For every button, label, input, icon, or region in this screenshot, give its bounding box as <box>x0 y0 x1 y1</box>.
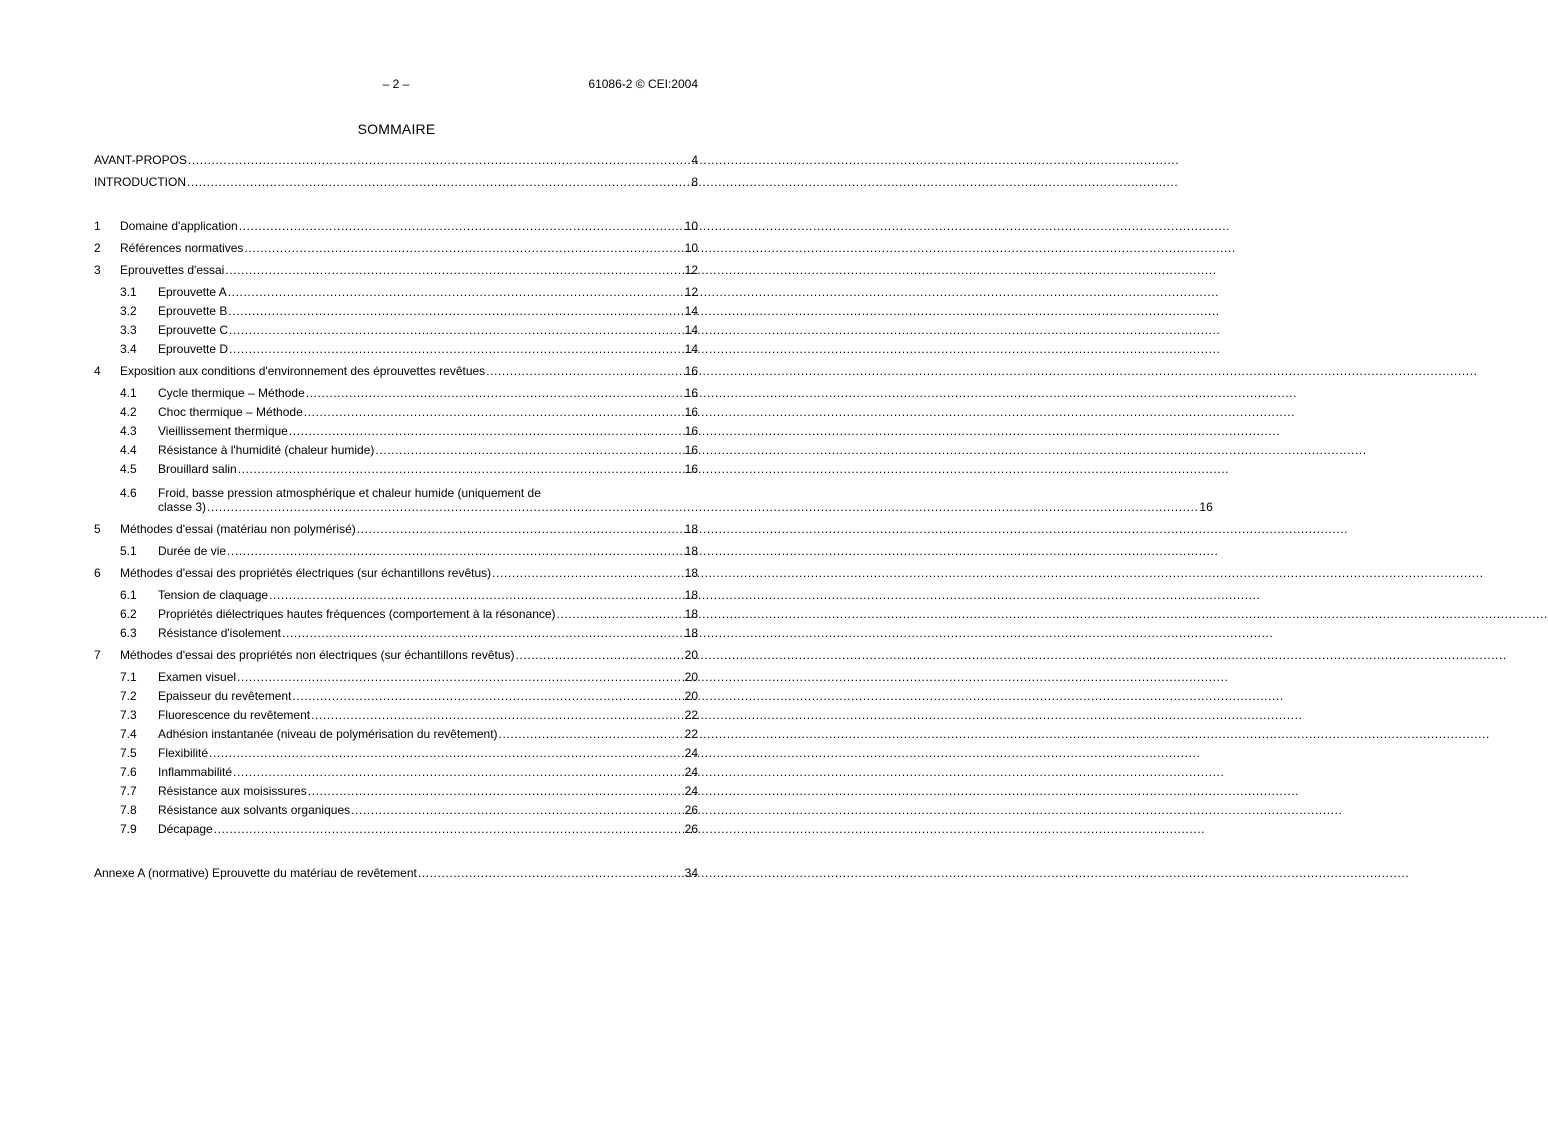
toc-entry-page: 12 <box>684 263 698 277</box>
toc-entry[interactable] <box>94 689 698 703</box>
toc-entry-label: Eprouvette A <box>158 285 227 299</box>
leader-dots <box>269 588 684 602</box>
toc-entry-number: 7.8 <box>120 803 137 817</box>
toc-entry[interactable] <box>94 175 698 189</box>
toc-entry-number: 3.3 <box>120 323 137 337</box>
toc-entry-label: Examen visuel <box>158 670 237 684</box>
toc-entry-label: Adhésion instantanée (niveau de polymérisation du revêtement) <box>158 727 498 741</box>
toc-entry-number: 7 <box>94 648 101 662</box>
page-title: SOMMAIRE <box>357 121 436 137</box>
leader-dots <box>229 342 684 356</box>
leader-dots <box>225 263 683 277</box>
toc-entry-number: 1 <box>94 219 101 233</box>
toc-entry-label-cont: classe 3) <box>158 500 207 514</box>
toc-entry-label: Choc thermique – Méthode <box>158 405 303 419</box>
toc-entry-page: 20 <box>684 648 698 662</box>
toc-entry-number: 3.4 <box>120 342 137 356</box>
toc-entry-label: Eprouvette C <box>158 323 229 337</box>
toc-entry-page: 16 <box>684 462 698 476</box>
toc-entry-number: 2 <box>94 241 101 255</box>
toc-entry-number: 4.2 <box>120 405 137 419</box>
toc-entry-label: Flexibilité <box>158 746 209 760</box>
leader-dots <box>292 689 683 703</box>
toc-entry[interactable] <box>94 241 698 255</box>
toc-entry[interactable] <box>94 566 698 580</box>
leader-dots <box>357 522 684 536</box>
toc-entry-page: 16 <box>684 405 698 419</box>
toc-entry-page: 8 <box>691 175 698 189</box>
toc-entry-number: 3 <box>94 263 101 277</box>
toc-entry-label: Décapage <box>158 822 213 836</box>
toc-entry[interactable] <box>94 486 1213 514</box>
toc-entry-label: Résistance aux solvants organiques <box>158 803 351 817</box>
toc-entry[interactable] <box>94 727 698 741</box>
leader-dots <box>237 670 684 684</box>
toc-entry[interactable] <box>94 364 698 378</box>
leader-dots <box>486 364 683 378</box>
leader-dots <box>207 500 1198 514</box>
toc-entry-label: Vieillissement thermique <box>158 424 288 438</box>
toc-entry[interactable] <box>94 708 698 722</box>
toc-entry-page: 14 <box>684 323 698 337</box>
toc-entry[interactable] <box>94 462 698 476</box>
leader-dots <box>492 566 683 580</box>
leader-dots <box>516 648 684 662</box>
toc-entry[interactable] <box>94 670 698 684</box>
toc-entry[interactable] <box>94 522 698 536</box>
toc-entry-label: Résistance aux moisissures <box>158 784 307 798</box>
toc-entry-page: 26 <box>684 822 698 836</box>
leader-dots <box>351 803 684 817</box>
toc-entry-label-block <box>158 486 1213 514</box>
toc-entry-label: Domaine d'application <box>120 219 238 233</box>
table-of-contents <box>94 150 1213 880</box>
toc-entry-label: Cycle thermique – Méthode <box>158 386 305 400</box>
toc-entry[interactable] <box>94 588 698 602</box>
leader-dots <box>209 746 684 760</box>
toc-entry-page: 18 <box>684 522 698 536</box>
toc-entry-number: 6 <box>94 566 101 580</box>
toc-entry-page: 34 <box>684 866 698 880</box>
toc-entry-number: 4.1 <box>120 386 137 400</box>
toc-entry-label: Tension de claquage <box>158 588 269 602</box>
toc-entry-number: 4.4 <box>120 443 137 457</box>
toc-entry-label: Résistance à l'humidité (chaleur humide) <box>158 443 375 457</box>
toc-entry-page: 26 <box>684 803 698 817</box>
toc-entry[interactable] <box>94 386 698 400</box>
toc-entry-label: Propriétés diélectriques hautes fréquences (comportement à la résonance) <box>158 607 556 621</box>
leader-dots <box>244 241 683 255</box>
toc-entry-label: Exposition aux conditions d'environnement des éprouvettes revêtues <box>120 364 486 378</box>
toc-entry[interactable] <box>94 153 698 167</box>
toc-entry-number: 4.6 <box>120 486 137 500</box>
toc-entry[interactable] <box>94 219 698 233</box>
toc-entry-page: 20 <box>684 689 698 703</box>
toc-entry-number: 7.4 <box>120 727 137 741</box>
toc-entry-number: 6.2 <box>120 607 137 621</box>
leader-dots <box>308 784 684 798</box>
toc-entry-page: 16 <box>1199 500 1213 514</box>
toc-entry-number: 7.9 <box>120 822 137 836</box>
toc-entry-label: Méthodes d'essai des propriétés non électriques (sur échantillons revêtus) <box>120 648 515 662</box>
toc-entry-number: 7.6 <box>120 765 137 779</box>
toc-entry-page: 24 <box>684 784 698 798</box>
toc-entry-page: 12 <box>684 285 698 299</box>
toc-entry-page: 16 <box>684 424 698 438</box>
toc-entry-label: Inflammabilité <box>158 765 233 779</box>
leader-dots <box>304 405 684 419</box>
toc-entry-label: Eprouvette B <box>158 304 228 318</box>
toc-entry-label: AVANT-PROPOS <box>94 153 187 167</box>
toc-entry-number: 5 <box>94 522 101 536</box>
leader-dots <box>499 727 684 741</box>
toc-entry-label: Résistance d'isolement <box>158 626 282 640</box>
toc-entry-label: Méthodes d'essai (matériau non polymérisé) <box>120 522 356 536</box>
toc-entry[interactable] <box>94 765 698 779</box>
toc-entry-label: Durée de vie <box>158 544 227 558</box>
leader-dots <box>557 607 684 621</box>
toc-entry[interactable] <box>94 342 698 356</box>
toc-entry-page: 16 <box>684 443 698 457</box>
leader-dots <box>289 424 684 438</box>
toc-entry-page: 14 <box>684 342 698 356</box>
toc-entry-number: 4 <box>94 364 101 378</box>
toc-entry[interactable] <box>94 544 698 558</box>
toc-entry-label: Méthodes d'essai des propriétés électriques (sur échantillons revêtus) <box>120 566 492 580</box>
toc-entry-number: 3.1 <box>120 285 137 299</box>
toc-entry-number: 6.1 <box>120 588 137 602</box>
leader-dots <box>238 462 684 476</box>
toc-entry[interactable] <box>94 323 698 337</box>
toc-entry[interactable] <box>94 746 698 760</box>
leader-dots <box>233 765 684 779</box>
toc-entry-label: Références normatives <box>120 241 244 255</box>
toc-entry-page: 18 <box>684 566 698 580</box>
toc-entry-number: 7.5 <box>120 746 137 760</box>
toc-entry-page: 10 <box>684 241 698 255</box>
leader-dots <box>282 626 684 640</box>
leader-dots <box>311 708 684 722</box>
toc-entry-label: Fluorescence du revêtement <box>158 708 311 722</box>
leader-dots <box>418 866 684 880</box>
toc-entry-number: 5.1 <box>120 544 137 558</box>
toc-entry[interactable] <box>94 285 698 299</box>
toc-entry-label: Eprouvette D <box>158 342 229 356</box>
leader-dots <box>375 443 683 457</box>
toc-entry-page: 16 <box>684 364 698 378</box>
toc-entry-label: Froid, basse pression atmosphérique et chaleur humide (uniquement de <box>158 486 541 500</box>
leader-dots <box>228 304 683 318</box>
toc-entry-label: Annexe A (normative) Eprouvette du matériau de revêtement <box>94 866 417 880</box>
toc-entry-number: 4.5 <box>120 462 137 476</box>
toc-entry[interactable] <box>94 803 698 817</box>
toc-entry-page: 18 <box>684 544 698 558</box>
toc-entry[interactable] <box>94 626 698 640</box>
toc-entry-number: 7.3 <box>120 708 137 722</box>
toc-entry-label: Brouillard salin <box>158 462 237 476</box>
toc-entry[interactable] <box>94 424 698 438</box>
toc-entry-number: 3.2 <box>120 304 137 318</box>
toc-entry-label: Epaisseur du revêtement <box>158 689 292 703</box>
toc-entry-page: 18 <box>684 588 698 602</box>
page-number: – 2 – <box>382 77 410 91</box>
toc-entry-page: 18 <box>684 626 698 640</box>
leader-dots <box>306 386 684 400</box>
toc-entry-page: 14 <box>684 304 698 318</box>
standard-reference: 61086-2 © CEI:2004 <box>588 77 698 91</box>
toc-entry-label: INTRODUCTION <box>94 175 186 189</box>
toc-entry-page: 24 <box>684 765 698 779</box>
toc-entry[interactable] <box>94 405 698 419</box>
toc-entry[interactable] <box>94 822 698 836</box>
leader-dots <box>188 153 690 167</box>
toc-entry-page: 4 <box>691 153 698 167</box>
toc-entry[interactable] <box>94 304 698 318</box>
toc-entry-number: 7.7 <box>120 784 137 798</box>
toc-entry[interactable] <box>94 263 698 277</box>
toc-entry[interactable] <box>94 648 698 662</box>
leader-dots <box>187 175 690 189</box>
leader-dots <box>228 285 684 299</box>
toc-entry-page: 24 <box>684 746 698 760</box>
leader-dots <box>229 323 684 337</box>
toc-entry[interactable] <box>94 443 698 457</box>
toc-entry-page: 22 <box>684 708 698 722</box>
toc-entry-number: 7.2 <box>120 689 137 703</box>
toc-entry-page: 20 <box>684 670 698 684</box>
toc-entry-line2 <box>158 500 1213 514</box>
leader-dots <box>227 544 684 558</box>
toc-entry-number: 6.3 <box>120 626 137 640</box>
toc-entry[interactable] <box>94 607 698 621</box>
toc-entry-number: 4.3 <box>120 424 137 438</box>
toc-entry[interactable] <box>94 866 698 880</box>
toc-entry-label: Eprouvettes d'essai <box>120 263 225 277</box>
toc-entry-page: 18 <box>684 607 698 621</box>
leader-dots <box>214 822 684 836</box>
leader-dots <box>239 219 684 233</box>
toc-entry-page: 16 <box>684 386 698 400</box>
toc-entry-page: 10 <box>684 219 698 233</box>
toc-entry-page: 22 <box>684 727 698 741</box>
toc-entry[interactable] <box>94 784 698 798</box>
toc-entry-number: 7.1 <box>120 670 137 684</box>
